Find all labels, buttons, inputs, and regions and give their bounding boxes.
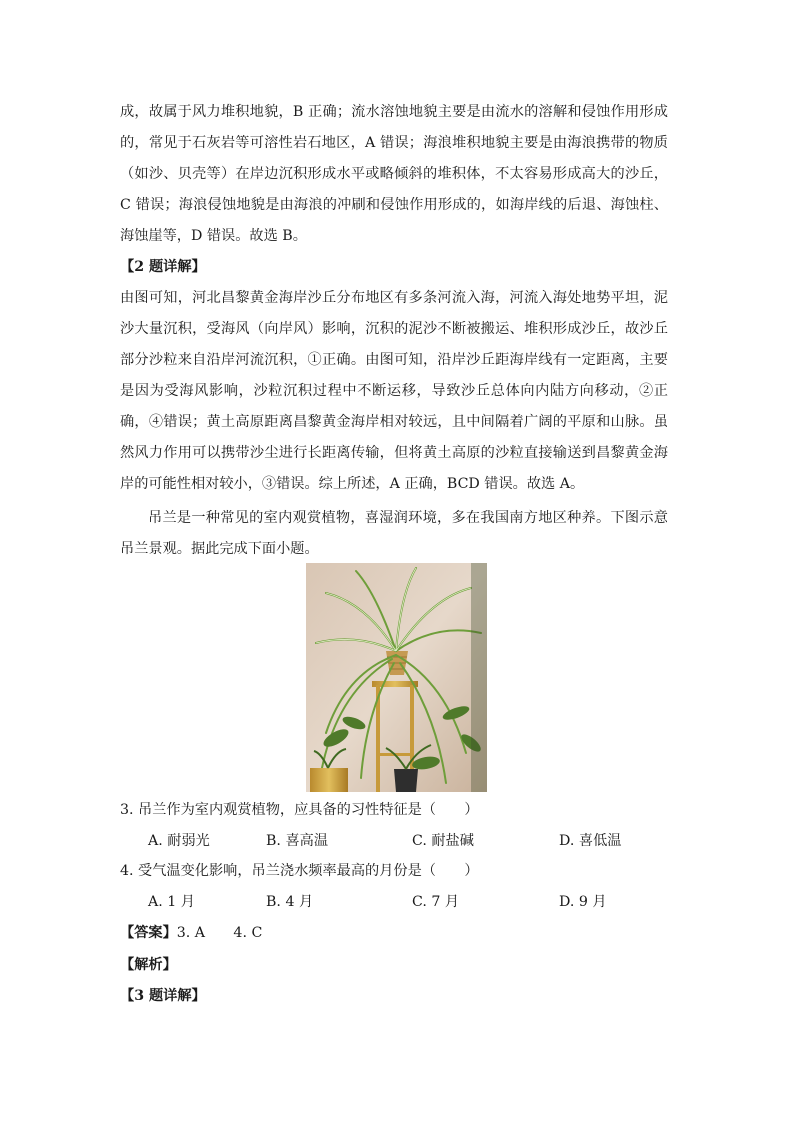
q3-option-a[interactable]: A. 耐弱光 <box>148 833 210 849</box>
q2-detail-heading: 【2 题详解】 <box>120 259 206 275</box>
q4-option-b[interactable]: B. 4 月 <box>266 894 314 910</box>
q3-option-b[interactable]: B. 喜高温 <box>266 833 329 849</box>
explanation-paragraph-1: 成，故属于风力堆积地貌，B 正确；流水溶蚀地貌主要是由流水的溶解和侵蚀作用形成的，常见于石灰岩等可溶性岩石地区，A 错误；海浪堆积地貌主要是由海浪携带的物质（如沙、贝壳等）在岸边沉积形成水平或略倾斜的堆积体，不太容易形成高大的沙丘，C 错误；海浪侵蚀地貌是由海浪的冲刷和侵蚀作用形成的，如海岸线的后退、海蚀柱、海蚀崖等，D 错误。故选 B。 <box>120 104 668 244</box>
answer-label: 【答案】 <box>120 925 177 941</box>
question-intro: 吊兰是一种常见的室内观赏植物，喜湿润环境，多在我国南方地区种养。下图示意吊兰景观。据此完成下面小题。 <box>120 510 668 557</box>
spider-plant-photo <box>306 563 487 792</box>
q3-option-c[interactable]: C. 耐盐碱 <box>412 833 474 849</box>
q4-option-c[interactable]: C. 7 月 <box>412 894 460 910</box>
q4-option-a[interactable]: A. 1 月 <box>148 894 195 910</box>
q4-option-d[interactable]: D. 9 月 <box>559 894 607 910</box>
analysis-heading: 【解析】 <box>120 957 177 973</box>
question-3-options <box>148 826 668 857</box>
answer-line <box>120 918 262 949</box>
explanation-paragraph-2: 由图可知，河北昌黎黄金海岸沙丘分布地区有多条河流入海，河流入海处地势平坦，泥沙大量沉积，受海风（向岸风）影响，沉积的泥沙不断被搬运、堆积形成沙丘，故沙丘部分沙粒来自沿岸河流沉积，①正确。由图可知，沿岸沙丘距海岸线有一定距离，主要是因为受海风影响，沙粒沉积过程中不断运移，导致沙丘总体向内陆方向移动，②正确，④错误；黄土高原距离昌黎黄金海岸相对较远，且中间隔着广阔的平原和山脉。虽然风力作用可以携带沙尘进行长距离传输，但将黄土高原的沙粒直接输送到昌黎黄金海岸的可能性相对较小，③错误。综上所述，A 正确，BCD 错误。故选 A。 <box>120 290 668 492</box>
q3-detail-heading: 【3 题详解】 <box>120 988 206 1004</box>
question-3-stem: 3. 吊兰作为室内观赏植物，应具备的习性特征是（ ） <box>120 802 479 818</box>
q3-option-d[interactable]: D. 喜低温 <box>559 833 622 849</box>
answer-values: 3. A 4. C <box>176 925 263 941</box>
question-4-options <box>148 887 668 918</box>
question-4-stem: 4. 受气温变化影响，吊兰浇水频率最高的月份是（ ） <box>120 863 479 879</box>
